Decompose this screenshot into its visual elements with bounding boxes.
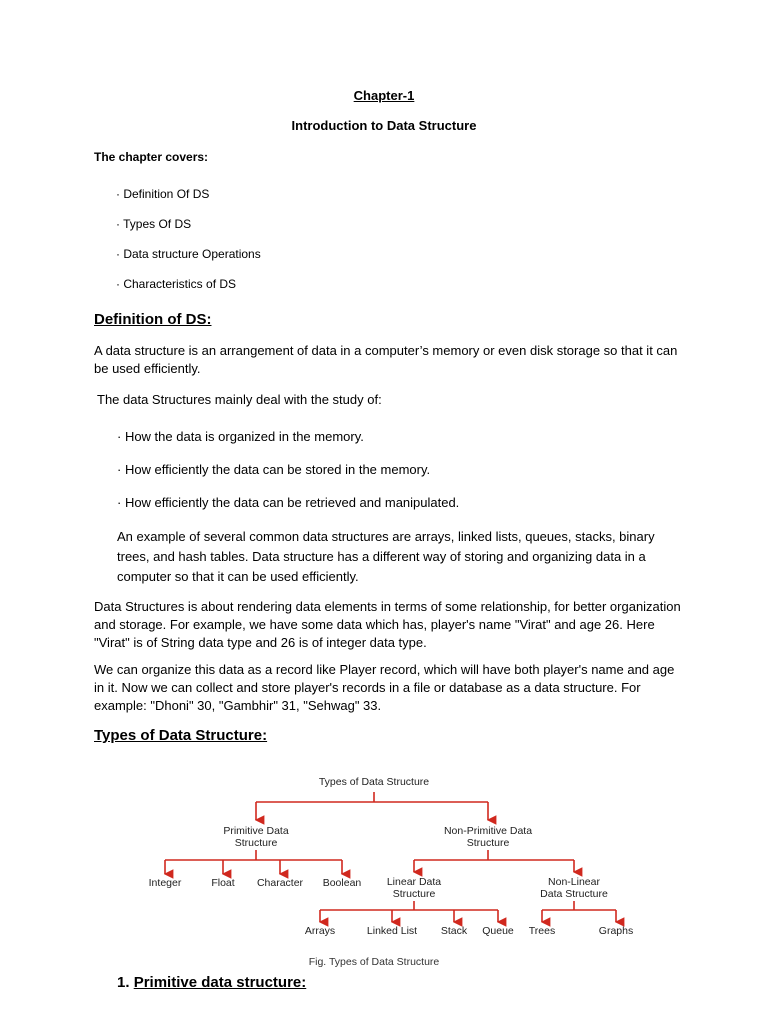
diagram-non-linear-label-line2: Data Structure (540, 888, 608, 900)
types-heading: Types of Data Structure: (94, 727, 268, 744)
diagram-leaf-boolean: Boolean (322, 877, 362, 889)
example-paragraph: An example of several common data structures are arrays, linked lists, queues, stacks, binary trees, and hash tables. Data structure has a different way of storing and organizing data in a computer so that it can be used efficiently. (117, 529, 655, 584)
diagram-leaf-character: Character (256, 877, 304, 889)
primitive-heading (117, 974, 306, 991)
covers-item: · Characteristics of DS (116, 277, 237, 291)
diagram-non-primitive-label: Non-Primitive Data (443, 825, 533, 837)
diagram-linear-label: Linear Data (386, 876, 442, 888)
diagram-leaf-graphs: Graphs (598, 925, 634, 937)
study-item: · How efficiently the data can be retrieved and manipulated. (117, 495, 460, 510)
diagram-root-label: Types of Data Structure (318, 776, 430, 788)
definition-paragraph: A data structure is an arrangement of data in a computer’s memory or even disk storage so that it can be used efficiently. (94, 343, 678, 376)
primitive-heading-number: 1. (117, 974, 134, 991)
diagram-linear-label-line2: Structure (392, 888, 436, 900)
diagram-leaf-trees: Trees (528, 925, 556, 937)
covers-item: · Types Of DS (116, 217, 192, 231)
diagram-leaf-arrays: Arrays (304, 925, 336, 937)
types-of-data-structure-diagram (130, 762, 650, 972)
diagram-leaf-linked-list: Linked List (366, 925, 418, 937)
diagram-non-primitive-label-line2: Structure (466, 837, 510, 849)
primitive-heading-text: Primitive data structure: (133, 974, 307, 991)
record-paragraph: We can organize this data as a record like Player record, which will have both player's name and age in it. Now we can collect and store player's records in a file or database as a data structure. For example: "Dhoni" 30, "Gambhir" 31, "Sehwag" 33. (94, 662, 675, 713)
covers-item: · Data structure Operations (116, 247, 261, 261)
covers-item: · Definition Of DS (116, 187, 210, 201)
diagram-leaf-stack: Stack (440, 925, 468, 937)
study-item: · How the data is organized in the memory. (117, 429, 364, 444)
chapter-subtitle: Introduction to Data Structure (291, 118, 477, 133)
diagram-leaf-float: Float (211, 877, 235, 889)
study-intro: The data Structures mainly deal with the study of: (97, 392, 382, 407)
diagram-primitive-label: Primitive Data (223, 825, 289, 837)
relationship-paragraph: Data Structures is about rendering data elements in terms of some relationship, for better organization and storage. For example, we have some data which has, player's name "Virat" and age 26. Here "Virat" is of String data type and 26 is of integer data type. (94, 599, 681, 650)
chapter-title: Chapter-1 (353, 88, 415, 103)
diagram-leaf-integer: Integer (148, 877, 182, 889)
diagram-non-linear-label: Non-Linear (548, 876, 600, 888)
diagram-primitive-label-line2: Structure (234, 837, 278, 849)
definition-heading: Definition of DS: (94, 311, 212, 328)
diagram-leaf-queue: Queue (482, 925, 514, 937)
covers-label: The chapter covers: (94, 150, 209, 164)
diagram-caption: Fig. Types of Data Structure (308, 956, 440, 968)
study-item: · How efficiently the data can be stored in the memory. (117, 462, 431, 477)
